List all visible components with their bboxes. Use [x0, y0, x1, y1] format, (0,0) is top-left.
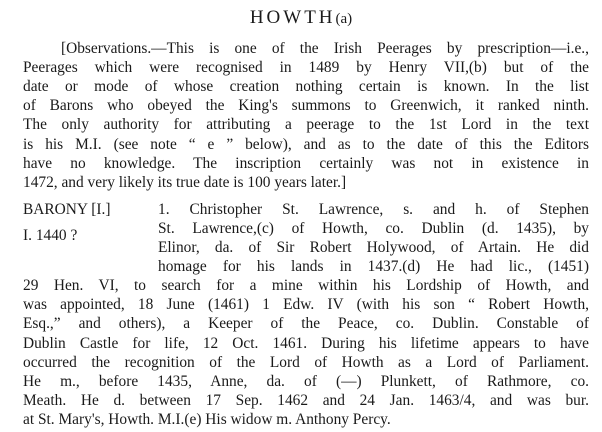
barony-line-last: at St. Mary's, Howth. M.I.(e) His widow m. Anthony Percy. — [23, 411, 391, 428]
observations-line: [Observations.—This is one of the Irish Peerages by prescription—i.e., — [61, 40, 589, 57]
barony-label: BARONY [I.] — [23, 201, 111, 218]
observations-line: date or mode of whose creation nothing certain is known. In the list — [23, 78, 589, 95]
barony-year: I. 1440 ? — [23, 227, 78, 244]
observations-line: is his M.I. (see note “ e ” below), and as to the date of this the Editors — [23, 136, 589, 153]
barony-line: Elinor, da. of Sir Robert Holywood, of Artain. He did — [158, 239, 589, 256]
barony-line: Dublin Castle for life, 12 Oct. 1461. During his lifetime appears to have — [23, 335, 589, 352]
observations-line: Peerages which were recognised in 1489 by Henry VII,(b) but of the — [23, 59, 589, 76]
title-footnote-ref: (a) — [335, 11, 353, 27]
observations-line: 1472, and very likely its true date is 100 years later.] — [23, 174, 347, 191]
page-title — [0, 6, 602, 31]
observations-line: of Barons who obeyed the King's summons to Greenwich, it ranked ninth. — [23, 97, 589, 114]
barony-line: St. Lawrence,(c) of Howth, co. Dublin (d. 1435), by — [158, 220, 589, 237]
barony-line: was appointed, 18 June (1461) 1 Edw. IV (with his son “ Robert Howth, — [23, 296, 589, 313]
observations-line: have no knowledge. The inscription certainly was not in existence in — [23, 155, 589, 172]
barony-line: 1. Christopher St. Lawrence, s. and h. of Stephen — [158, 201, 589, 218]
barony-line: Esq.,” and others), a Keeper of the Peace, co. Dublin. Constable of — [23, 315, 589, 332]
barony-line: homage for his lands in 1437.(d) He had lic., (1451) — [158, 258, 589, 275]
title-text: HOWTH — [249, 7, 336, 28]
observations-line: The only authority for attributing a peerage to the 1st Lord in the text — [23, 116, 589, 133]
barony-line: 29 Hen. VI, to search for a mine within his Lordship of Howth, and — [23, 277, 589, 294]
barony-line: occurred the recognition of the Lord of Howth as a Lord of Parliament. — [23, 354, 589, 371]
barony-line: He m., before 1435, Anne, da. of (—) Plunkett, of Rathmore, co. — [23, 373, 589, 390]
barony-line: Meath. He d. between 17 Sep. 1462 and 24 Jan. 1463/4, and was bur. — [23, 392, 589, 409]
